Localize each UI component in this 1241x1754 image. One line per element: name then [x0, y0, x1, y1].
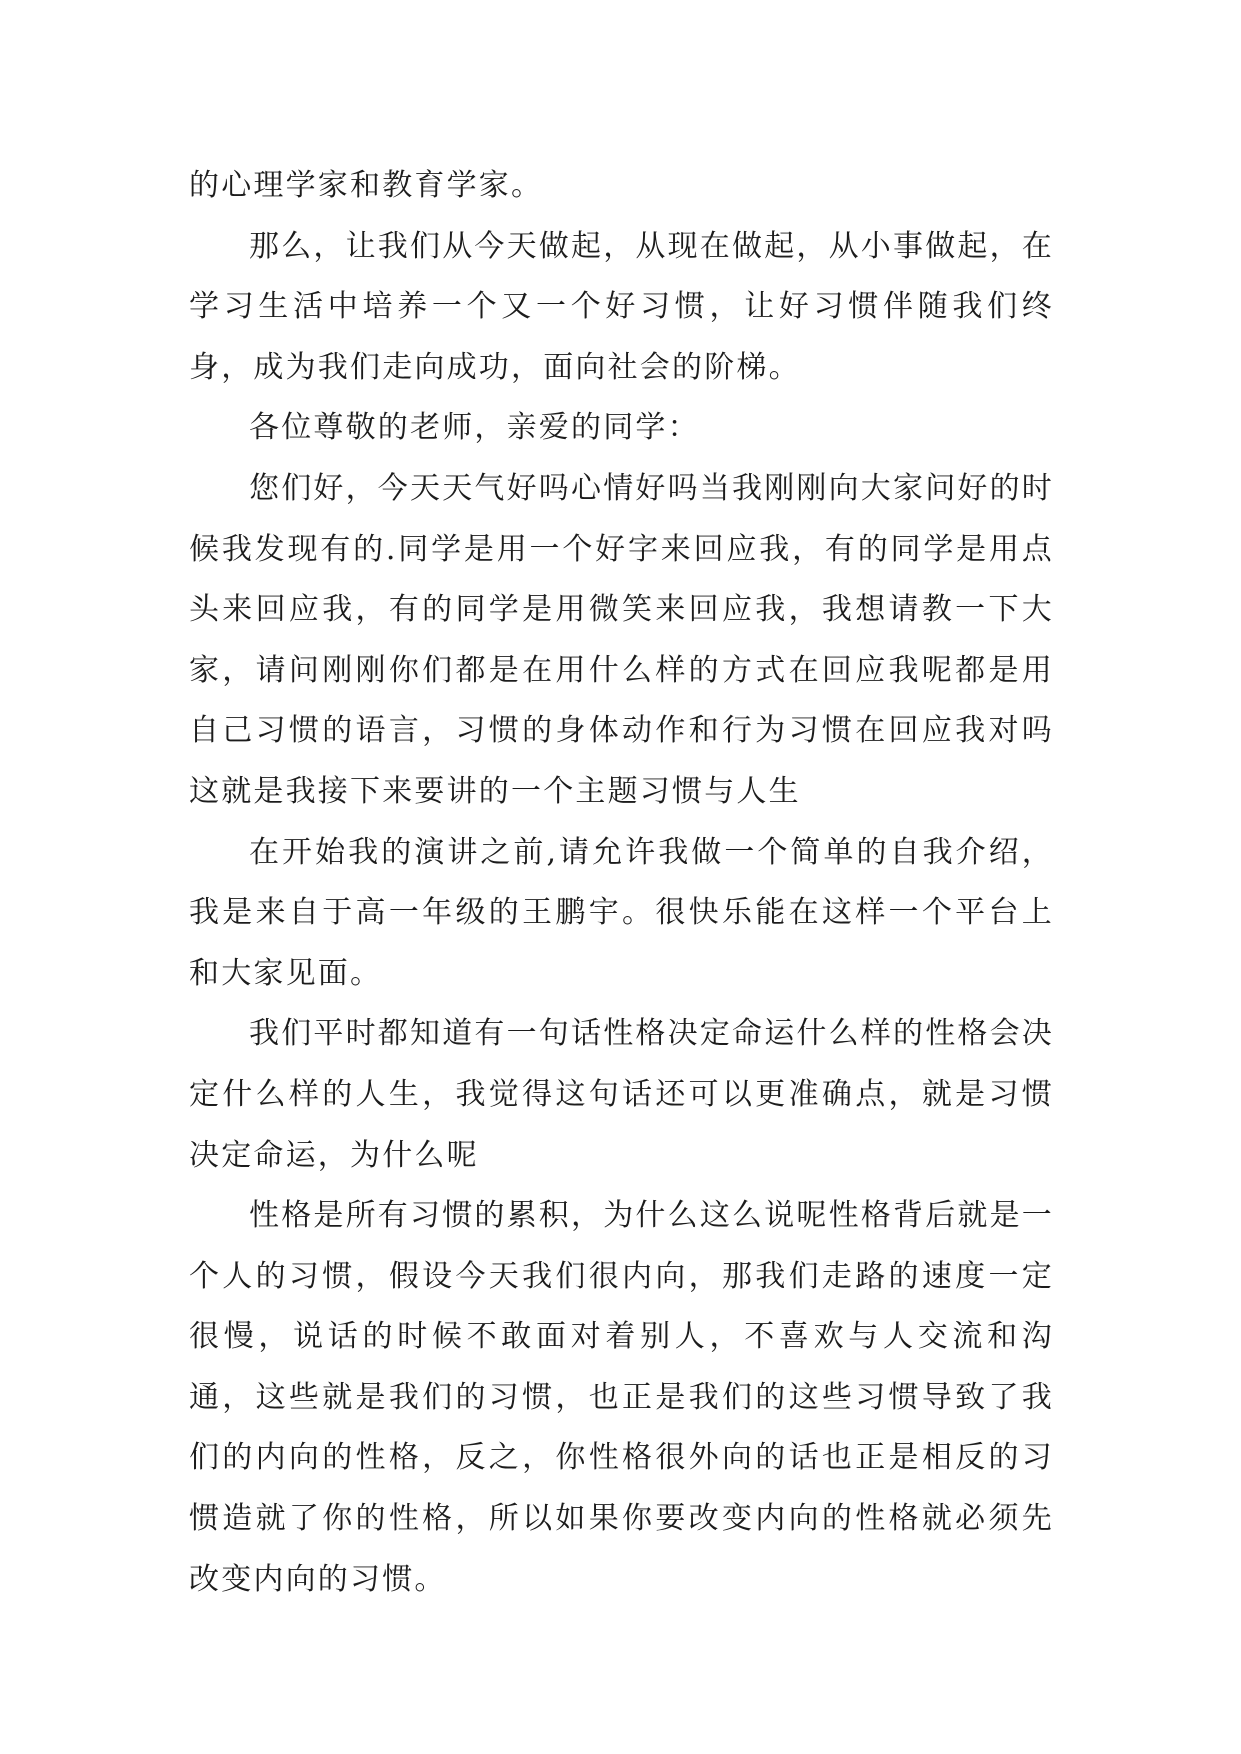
paragraph-continuation: 的心理学家和教育学家。: [189, 168, 544, 203]
paragraph: 我们平时都知道有一句话性格决定命运什么样的性格会决定什么样的人生，我觉得这句话还可以更准确点，就是习惯决定命运，为什么呢: [189, 1016, 1054, 1173]
document-body: [189, 156, 1054, 1610]
paragraph: 那么，让我们从今天做起，从现在做起，从小事做起，在学习生活中培养一个又一个好习惯，让好习惯伴随我们终身，成为我们走向成功，面向社会的阶梯。: [189, 228, 1054, 385]
paragraph: 您们好，今天天气好吗心情好吗当我刚刚向大家问好的时候我发现有的.同学是用一个好字来回应我，有的同学是用点头来回应我，有的同学是用微笑来回应我，我想请教一下大家，请问刚刚你们都是在用什么样的方式在回应我呢都是用自己习惯的语言，习惯的身体动作和行为习惯在回应我对吗这就是我接下来要讲的一个主题习惯与人生: [189, 470, 1054, 809]
paragraph: 在开始我的演讲之前,请允许我做一个简单的自我介绍，我是来自于高一年级的王鹏宇。很快乐能在这样一个平台上和大家见面。: [189, 834, 1054, 991]
greeting-line: 各位尊敬的老师，亲爱的同学：: [249, 410, 700, 446]
paragraph: 性格是所有习惯的累积，为什么这么说呢性格背后就是一个人的习惯，假设今天我们很内向，那我们走路的速度一定很慢，说话的时候不敢面对着别人，不喜欢与人交流和沟通，这些就是我们的习惯，也正是我们的这些习惯导致了我们的内向的性格，反之，你性格很外向的话也正是相反的习惯造就了你的性格，所以如果你要改变内向的性格就必须先改变内向的习惯。: [189, 1198, 1054, 1597]
